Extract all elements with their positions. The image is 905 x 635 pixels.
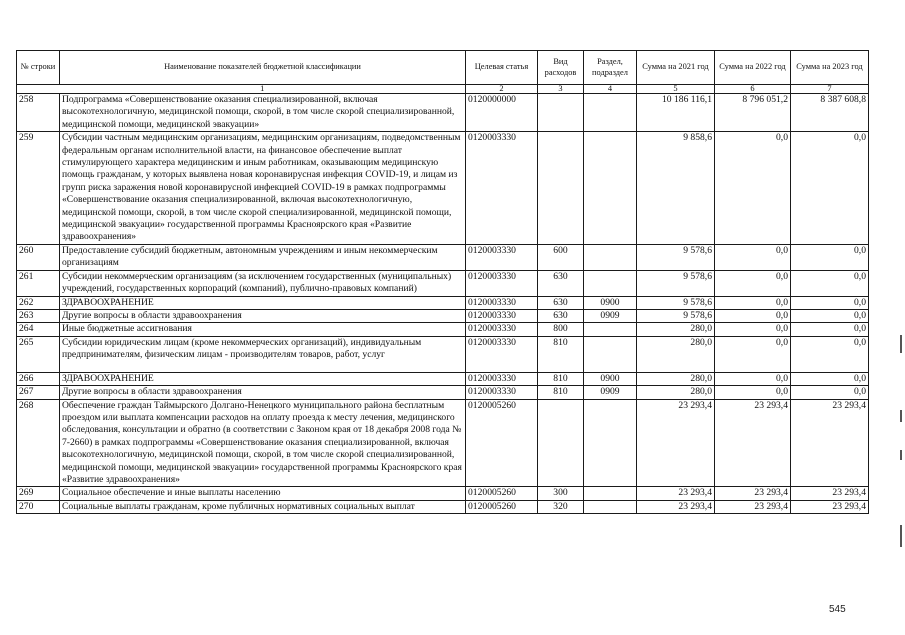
- scan-margin-mark: [900, 450, 902, 460]
- row-number: 265: [17, 336, 60, 372]
- row-sum-2021: 9 578,6: [637, 244, 715, 270]
- column-number: 3: [538, 85, 584, 94]
- row-sum-2021: 23 293,4: [637, 500, 715, 513]
- row-section: 0909: [584, 309, 637, 322]
- row-sum-2023: 8 387 608,8: [791, 94, 869, 132]
- row-name: ЗДРАВООХРАНЕНИЕ: [60, 372, 466, 385]
- row-number: 270: [17, 500, 60, 513]
- row-number: 260: [17, 244, 60, 270]
- table-row: [17, 244, 869, 270]
- row-target-code: 0120005260: [466, 500, 538, 513]
- row-section: [584, 399, 637, 487]
- row-sum-2023: 0,0: [791, 296, 869, 309]
- row-target-code: 0120000000: [466, 94, 538, 132]
- row-sum-2023: 0,0: [791, 309, 869, 322]
- row-sum-2022: 0,0: [715, 372, 791, 385]
- scan-margin-mark: [900, 410, 902, 422]
- row-name: Другие вопросы в области здравоохранения: [60, 309, 466, 322]
- row-sum-2022: 0,0: [715, 386, 791, 399]
- row-sum-2022: 23 293,4: [715, 487, 791, 500]
- document-page: [16, 50, 868, 514]
- header-sum-2021: Сумма на 2021 год: [637, 51, 715, 85]
- row-expense-type: 630: [538, 270, 584, 296]
- row-expense-type: [538, 399, 584, 487]
- row-target-code: 0120003330: [466, 296, 538, 309]
- row-expense-type: [538, 132, 584, 245]
- row-name: Субсидии некоммерческим организациям (за исключением государственных (муниципальных) учреждений, государственных корпораций (компаний), публично-правовых компаний): [60, 270, 466, 296]
- row-section: 0900: [584, 372, 637, 385]
- header-code: Целевая статья: [466, 51, 538, 85]
- row-section: [584, 336, 637, 372]
- row-sum-2023: 0,0: [791, 386, 869, 399]
- row-sum-2021: 280,0: [637, 386, 715, 399]
- row-expense-type: 600: [538, 244, 584, 270]
- row-sum-2023: 23 293,4: [791, 500, 869, 513]
- row-section: 0909: [584, 386, 637, 399]
- row-name: Подпрограмма «Совершенствование оказания специализированной, включая высокотехнологичную, медицинской помощи, скорой, в том числе скорой специализированной, медицинской помощи, медицинской эвакуации»: [60, 94, 466, 132]
- row-number: 266: [17, 372, 60, 385]
- row-sum-2022: 0,0: [715, 296, 791, 309]
- row-target-code: 0120003330: [466, 323, 538, 336]
- row-sum-2021: 23 293,4: [637, 399, 715, 487]
- row-number: 262: [17, 296, 60, 309]
- row-sum-2022: 8 796 051,2: [715, 94, 791, 132]
- row-section: [584, 94, 637, 132]
- row-name: Субсидии частным медицинским организациям, медицинским организациям, подведомственным федеральным органам исполнительной власти, на финансовое обеспечение выплат стимулирующего характера медицинским и иным работникам, оказывающим медицинскую помощь гражданам, у которых выявлена новая коронавирусная инфекция COVID-19, и лицам из групп риска заражения новой коронавирусной инфекцией COVID-19 в рамках подпрограммы «Совершенствование оказания специализированной, включая высокотехнологичную, медицинской помощи, скорой, в том числе скорой специализированной, медицинской помощи, медицинской эвакуации» государственной программы Красноярского края «Развитие здравоохранения»: [60, 132, 466, 245]
- row-section: 0900: [584, 296, 637, 309]
- row-section: [584, 244, 637, 270]
- row-number: 263: [17, 309, 60, 322]
- row-name: Социальные выплаты гражданам, кроме публичных нормативных социальных выплат: [60, 500, 466, 513]
- header-name: Наименование показателей бюджетной классификации: [60, 51, 466, 85]
- row-sum-2022: 0,0: [715, 270, 791, 296]
- row-expense-type: [538, 94, 584, 132]
- row-sum-2021: 23 293,4: [637, 487, 715, 500]
- row-target-code: 0120003330: [466, 270, 538, 296]
- row-sum-2022: 23 293,4: [715, 500, 791, 513]
- table-row: [17, 336, 869, 372]
- row-expense-type: 300: [538, 487, 584, 500]
- column-number: 1: [60, 85, 466, 94]
- budget-table: [16, 50, 869, 514]
- row-sum-2021: 10 186 116,1: [637, 94, 715, 132]
- row-number: 268: [17, 399, 60, 487]
- row-section: [584, 270, 637, 296]
- column-number: 6: [715, 85, 791, 94]
- row-expense-type: 630: [538, 309, 584, 322]
- row-expense-type: 810: [538, 336, 584, 372]
- row-name: ЗДРАВООХРАНЕНИЕ: [60, 296, 466, 309]
- row-sum-2023: 0,0: [791, 323, 869, 336]
- row-sum-2023: 0,0: [791, 372, 869, 385]
- row-sum-2021: 280,0: [637, 372, 715, 385]
- row-expense-type: 630: [538, 296, 584, 309]
- scan-margin-mark: [900, 335, 902, 353]
- table-row: [17, 323, 869, 336]
- row-sum-2022: 0,0: [715, 309, 791, 322]
- row-number: 259: [17, 132, 60, 245]
- row-name: Другие вопросы в области здравоохранения: [60, 386, 466, 399]
- column-number: 2: [466, 85, 538, 94]
- row-sum-2023: 0,0: [791, 336, 869, 372]
- table-row: [17, 487, 869, 500]
- row-sum-2023: 23 293,4: [791, 487, 869, 500]
- row-target-code: 0120003330: [466, 132, 538, 245]
- row-sum-2021: 280,0: [637, 336, 715, 372]
- header-razd: Раздел, подраздел: [584, 51, 637, 85]
- row-name: Иные бюджетные ассигнования: [60, 323, 466, 336]
- row-expense-type: 810: [538, 372, 584, 385]
- row-target-code: 0120005260: [466, 399, 538, 487]
- row-expense-type: 810: [538, 386, 584, 399]
- header-row: [17, 51, 869, 85]
- column-number-row: [17, 85, 869, 94]
- table-row: [17, 132, 869, 245]
- row-target-code: 0120003330: [466, 372, 538, 385]
- header-vid: Вид расходов: [538, 51, 584, 85]
- column-number: [17, 85, 60, 94]
- row-sum-2021: 280,0: [637, 323, 715, 336]
- table-row: [17, 372, 869, 385]
- row-number: 261: [17, 270, 60, 296]
- row-number: 258: [17, 94, 60, 132]
- row-section: [584, 323, 637, 336]
- row-name: Обеспечение граждан Таймырского Долгано-Ненецкого муниципального района бесплатным проездом или выплата компенсации расходов на оплату проезда к месту лечения, медицинского обследования, консультации и обратно (в соответствии с Законом края от 18 декабря 2008 года № 7-2660) в рамках подпрограммы «Совершенствование оказания специализированной, включая высокотехнологичную, медицинской помощи, скорой, в том числе скорой специализированной, медицинской помощи, медицинской эвакуации» государственной программы Красноярского края «Развитие здравоохранения»: [60, 399, 466, 487]
- row-sum-2022: 0,0: [715, 323, 791, 336]
- row-sum-2023: 23 293,4: [791, 399, 869, 487]
- table-row: [17, 94, 869, 132]
- row-section: [584, 132, 637, 245]
- table-row: [17, 309, 869, 322]
- row-target-code: 0120003330: [466, 244, 538, 270]
- table-row: [17, 386, 869, 399]
- column-number: 4: [584, 85, 637, 94]
- row-sum-2022: 0,0: [715, 244, 791, 270]
- row-name: Социальное обеспечение и иные выплаты населению: [60, 487, 466, 500]
- header-num: № строки: [17, 51, 60, 85]
- row-expense-type: 320: [538, 500, 584, 513]
- page-number: 545: [829, 604, 846, 615]
- row-sum-2021: 9 578,6: [637, 309, 715, 322]
- row-target-code: 0120005260: [466, 487, 538, 500]
- scan-margin-mark: [900, 525, 902, 547]
- row-sum-2021: 9 858,6: [637, 132, 715, 245]
- row-section: [584, 487, 637, 500]
- header-sum-2022: Сумма на 2022 год: [715, 51, 791, 85]
- row-sum-2021: 9 578,6: [637, 296, 715, 309]
- table-row: [17, 296, 869, 309]
- row-sum-2021: 9 578,6: [637, 270, 715, 296]
- row-sum-2023: 0,0: [791, 132, 869, 245]
- column-number: 5: [637, 85, 715, 94]
- table-row: [17, 399, 869, 487]
- row-expense-type: 800: [538, 323, 584, 336]
- column-number: 7: [791, 85, 869, 94]
- table-row: [17, 270, 869, 296]
- row-sum-2022: 0,0: [715, 336, 791, 372]
- row-target-code: 0120003330: [466, 309, 538, 322]
- row-target-code: 0120003330: [466, 386, 538, 399]
- row-section: [584, 500, 637, 513]
- row-sum-2023: 0,0: [791, 270, 869, 296]
- row-sum-2022: 23 293,4: [715, 399, 791, 487]
- header-sum-2023: Сумма на 2023 год: [791, 51, 869, 85]
- row-name: Предоставление субсидий бюджетным, автономным учреждениям и иным некоммерческим организациям: [60, 244, 466, 270]
- row-number: 267: [17, 386, 60, 399]
- row-target-code: 0120003330: [466, 336, 538, 372]
- row-sum-2023: 0,0: [791, 244, 869, 270]
- row-number: 269: [17, 487, 60, 500]
- row-number: 264: [17, 323, 60, 336]
- row-name: Субсидии юридическим лицам (кроме некоммерческих организаций), индивидуальным предпринимателям, физическим лицам - производителям товаров, работ, услуг: [60, 336, 466, 372]
- row-sum-2022: 0,0: [715, 132, 791, 245]
- table-row: [17, 500, 869, 513]
